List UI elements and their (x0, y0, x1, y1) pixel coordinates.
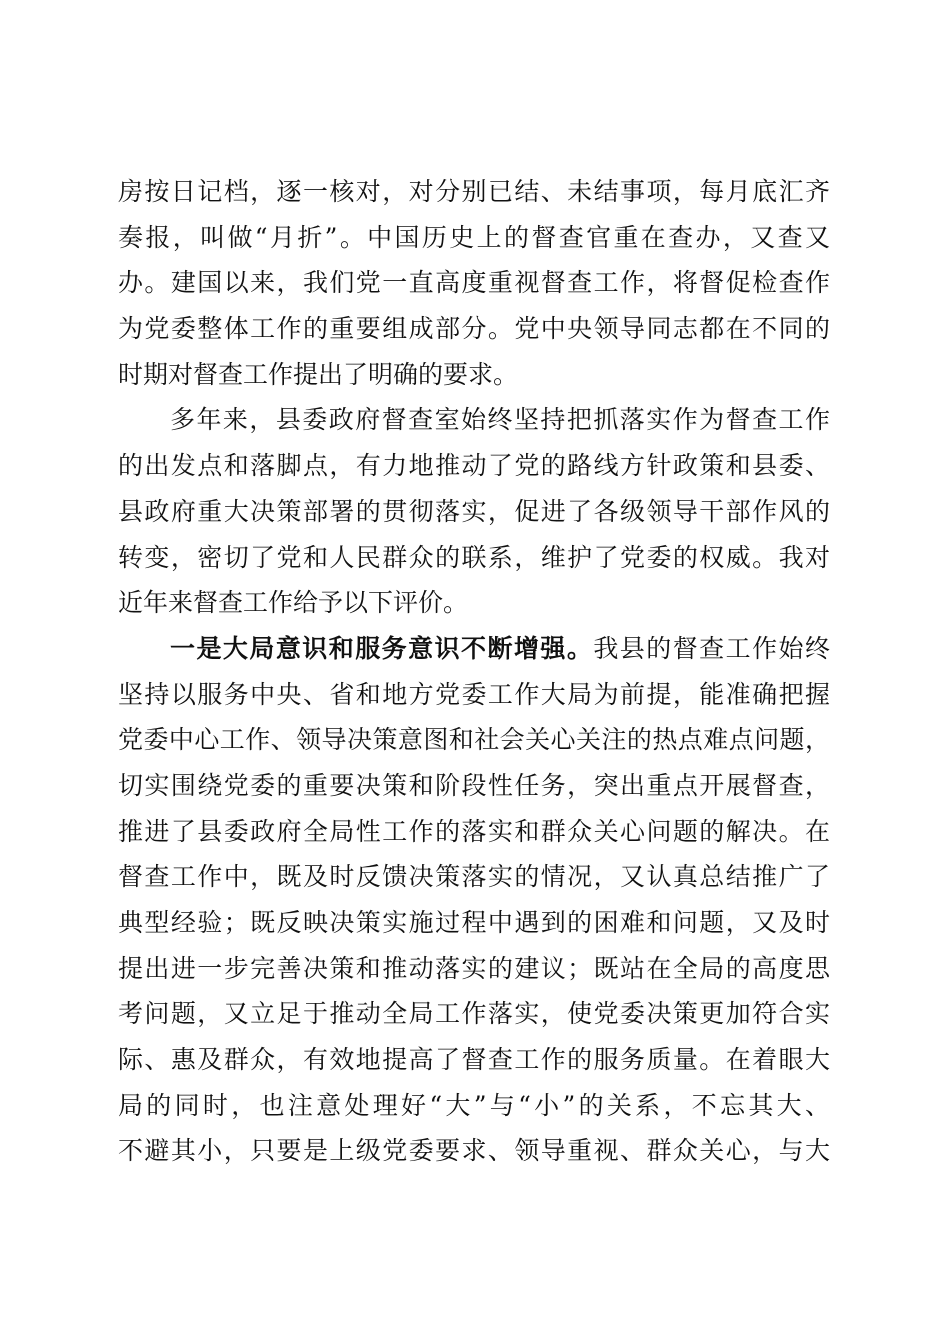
paragraph-first-line: 多年来，县委政府督查室始终坚持把抓落实作为督查工作 (170, 405, 830, 435)
text-line: 局的同时，也注意处理好“大”与“小”的关系，不忘其大、 (118, 1090, 830, 1120)
text-line: 时期对督查工作提出了明确的要求。 (118, 359, 519, 389)
text-line: 奏报，叫做“月折”。中国历史上的督查官重在查办，又查又 (118, 222, 830, 252)
text-line: 际、惠及群众，有效地提高了督查工作的服务质量。在着眼大 (118, 1045, 830, 1075)
paragraph-first-line (118, 626, 830, 672)
text-line: 提出进一步完善决策和推动落实的建议；既站在全局的高度思 (118, 953, 830, 983)
text-line: 为党委整体工作的重要组成部分。党中央领导同志都在不同的 (118, 314, 830, 344)
text-line: 办。建国以来，我们党一直高度重视督查工作，将督促检查作 (118, 268, 830, 298)
body-text (118, 169, 830, 1174)
text-line: 县政府重大决策部署的贯彻落实，促进了各级领导干部作风的 (118, 496, 830, 526)
text-line: 坚持以服务中央、省和地方党委工作大局为前提，能准确把握 (118, 679, 830, 709)
text-line: 推进了县委政府全局性工作的落实和群众关心问题的解决。在 (118, 816, 830, 846)
text-line: 不避其小，只要是上级党委要求、领导重视、群众关心，与大 (118, 1136, 830, 1166)
text-line: 典型经验；既反映决策实施过程中遇到的困难和问题，又及时 (118, 908, 830, 937)
text-line: 的出发点和落脚点，有力地推动了党的路线方针政策和县委、 (118, 451, 830, 481)
bold-heading: 一是大局意识和服务意识不断增强。 (170, 633, 594, 663)
text-line: 切实围绕党委的重要决策和阶段性任务，突出重点开展督查， (118, 770, 830, 800)
text-line: 督查工作中，既及时反馈决策落实的情况，又认真总结推广了 (118, 862, 830, 892)
text-line: 近年来督查工作给予以下评价。 (118, 588, 469, 618)
text-line: 房按日记档，逐一核对，对分别已结、未结事项，每月底汇齐 (118, 177, 830, 206)
text-line: 党委中心工作、领导决策意图和社会关心关注的热点难点问题， (118, 725, 830, 755)
text-line: 转变，密切了党和人民群众的联系，维护了党委的权威。我对 (118, 542, 830, 572)
text-line: 考问题，又立足于推动全局工作落实，使党委决策更加符合实 (118, 999, 830, 1029)
heading-line-rest: 我县的督查工作始终 (593, 633, 830, 663)
